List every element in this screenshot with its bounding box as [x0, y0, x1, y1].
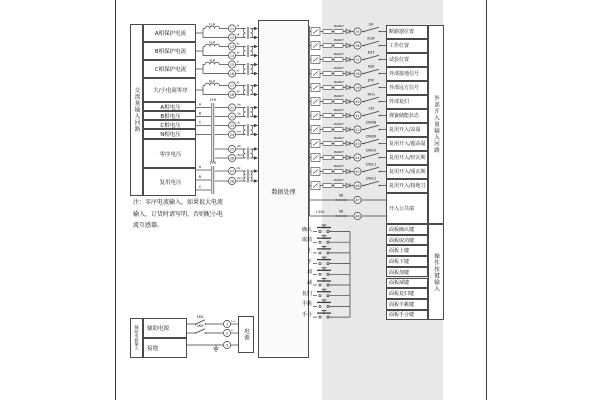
panel-key-label: 面板加键 — [386, 267, 428, 278]
pt-label: 1YH — [209, 97, 217, 102]
terminal-name: Uxn — [236, 176, 243, 181]
terminal-name: Ia' — [236, 32, 241, 37]
terminal-number: 37 — [355, 57, 360, 62]
diode — [346, 99, 350, 103]
button-contact — [319, 316, 321, 318]
arrow-icon — [254, 115, 258, 119]
terminal-number: 47 — [355, 198, 360, 203]
ac-row-label: A相保护电流 — [143, 24, 196, 42]
diode-label: 1N4007 — [333, 23, 344, 28]
terminal-number: 24 — [229, 132, 235, 137]
terminal-name: Ic' — [236, 68, 240, 73]
button-label: 减 — [306, 280, 312, 286]
terminal-name: Ua — [236, 102, 241, 107]
transformer-winding — [251, 171, 253, 181]
transformer-winding — [243, 86, 245, 95]
phase-label: B — [198, 175, 202, 180]
terminal-number: 12 — [229, 35, 235, 40]
terminal-number: 21 — [229, 105, 235, 110]
switch-label: DN11 — [366, 162, 377, 167]
terminal-number: 2 — [225, 331, 229, 336]
terminal-number: 26 — [229, 156, 235, 161]
switch-label: DN12 — [366, 176, 377, 181]
diode — [346, 43, 350, 47]
diode-label: 1N4007 — [333, 51, 344, 56]
phase-label: C — [198, 185, 202, 190]
terminal-number: 14 — [229, 53, 235, 58]
ac-row-label: A相电压 — [143, 102, 196, 111]
digital-input-label: 弹簧储能状态 — [386, 109, 428, 123]
switch-label: 1KK — [196, 315, 204, 320]
switch-label: KFG — [367, 92, 375, 97]
diode-label: 1N4007 — [333, 93, 344, 98]
ct-label: 3LH — [208, 58, 216, 63]
diode-label: 1N4007 — [333, 121, 344, 126]
resistor — [323, 184, 332, 188]
transformer-winding — [251, 29, 253, 38]
button-contact — [327, 273, 329, 275]
wire — [365, 41, 380, 45]
terminal-name: Ib — [236, 41, 240, 46]
button-label: 上 — [306, 247, 312, 254]
ct-coil — [205, 44, 219, 46]
resistor — [334, 30, 343, 34]
transformer-winding — [243, 47, 245, 56]
switch-contact — [379, 59, 381, 61]
resistor — [334, 170, 343, 174]
aux-power-vertical-label: 辅助电源输入 — [130, 318, 143, 358]
ground-row: 接地 — [143, 338, 187, 358]
switch-label: DN09 — [366, 134, 377, 139]
wire — [365, 69, 380, 73]
terminal-number: 46 — [355, 183, 360, 188]
button-contact — [319, 230, 321, 232]
strap-label: XB — [338, 209, 344, 214]
button-contact — [327, 263, 329, 265]
terminal-number: 36 — [355, 43, 360, 48]
arrow-icon — [254, 36, 258, 40]
wire — [365, 181, 380, 185]
transformer-winding — [251, 86, 253, 95]
switch-contact — [205, 332, 207, 334]
panel-key-label: 面板减键 — [386, 278, 428, 289]
terminal-number: 13 — [229, 44, 235, 49]
switch-label: KST — [367, 50, 375, 55]
switch-label: KQF — [367, 36, 375, 41]
digital-input-vertical-label: 外部开入量输入回路 — [428, 25, 444, 225]
digital-input-label: 外部远方信号 — [386, 81, 428, 95]
digital-input-label: 断路器位置 — [386, 25, 428, 39]
ct-label: 0LH — [208, 79, 216, 84]
button-label: 确认 — [301, 226, 312, 233]
terminal-name: L- — [231, 328, 235, 333]
switch-contact — [379, 143, 381, 145]
wire — [196, 320, 205, 324]
switch-label: CN — [368, 106, 374, 111]
button-contact — [319, 273, 321, 275]
switch-contact — [379, 73, 381, 75]
ct-coil — [205, 83, 219, 85]
ac-row-label: C相电压 — [143, 120, 196, 129]
terminal-number: 43 — [355, 141, 360, 146]
terminal-name: U0 — [236, 144, 241, 149]
arrow-icon — [254, 72, 258, 76]
panel-key-label: 面板确认键 — [386, 224, 428, 235]
panel-key-vertical-label: 操作按键输入 — [428, 224, 444, 320]
resistor — [334, 72, 343, 76]
power-supply-box: 电源 — [238, 316, 254, 353]
ac-row-label: 零序电压 — [143, 139, 196, 168]
diode — [346, 169, 350, 173]
panel-key-label: 面板手合键 — [386, 310, 428, 321]
digital-input-label: 外部接地信号 — [386, 67, 428, 81]
terminal-number: 41 — [355, 113, 360, 118]
terminal-name: U0n — [236, 153, 243, 158]
button-contact — [319, 241, 321, 243]
button-label: 加 — [306, 269, 312, 276]
note-text — [133, 197, 249, 232]
terminal-name: Un — [236, 129, 241, 134]
button-contact — [327, 295, 329, 297]
digital-input-label: 复用开入/超高温 — [386, 137, 428, 151]
ac-row-label: B相电压 — [143, 111, 196, 120]
terminal-number: 40 — [355, 99, 360, 104]
arrow-icon — [254, 156, 258, 160]
digital-input-label: 复用开入/高温 — [386, 123, 428, 137]
terminal-number: 16 — [229, 71, 235, 76]
resistor — [323, 30, 332, 34]
button-contact — [319, 295, 321, 297]
diode-label: 1N4007 — [333, 135, 344, 140]
resistor — [334, 156, 343, 160]
terminal-number: 3 — [225, 343, 229, 348]
terminal-name: Ia — [236, 23, 240, 28]
diode-label: 1N4007 — [333, 149, 344, 154]
button-contact — [319, 305, 321, 307]
ct-label: 1LH — [208, 22, 216, 27]
diode — [346, 85, 350, 89]
resistor — [323, 142, 332, 146]
transformer-winding — [251, 108, 253, 117]
terminal-name: L+ — [231, 319, 236, 324]
button-contact — [319, 284, 321, 286]
ac-row-label: C相保护电流 — [143, 60, 196, 78]
ac-row-label: 大/小电流零序 — [143, 78, 196, 102]
digital-input-label: 复用开入/接地刀 — [386, 179, 428, 193]
button-contact — [327, 284, 329, 286]
arrow-icon — [254, 63, 258, 67]
switch-contact — [379, 157, 381, 159]
arrow-icon — [254, 124, 258, 128]
panel-key-label: 面板下键 — [386, 256, 428, 267]
terminal-number: 28 — [229, 179, 235, 184]
terminal-number: 48 — [355, 214, 360, 219]
switch-contact — [205, 323, 207, 325]
switch-contact — [379, 185, 381, 187]
wire — [196, 329, 205, 333]
digital-input-common-label: 开入公共端 — [386, 193, 428, 225]
phase-label: B — [198, 111, 202, 116]
note-line: 流互感器。 — [133, 222, 164, 229]
arrow-icon — [254, 45, 258, 49]
strap-label: XB — [338, 193, 344, 198]
terminal-number: 35 — [355, 29, 360, 34]
terminal-number: 22 — [229, 114, 235, 119]
phase-label: A — [198, 102, 202, 107]
transformer-winding — [243, 108, 245, 117]
ct-label: 2LH — [208, 40, 216, 45]
ct-coil — [205, 26, 219, 28]
note-line: 注：零序电流输入，如果很大电流 — [133, 199, 224, 206]
resistor — [334, 58, 343, 62]
arrow-icon — [254, 169, 258, 173]
terminal-number: 25 — [229, 147, 235, 152]
terminal-number: 11 — [229, 26, 235, 31]
switch-contact — [379, 171, 381, 173]
terminal-number: 44 — [355, 155, 360, 160]
terminal-number: 39 — [355, 85, 360, 90]
aux-power-row: 辅助电源 — [143, 318, 187, 338]
resistor — [323, 100, 332, 104]
terminal-number: 38 — [355, 71, 360, 76]
terminal-number: 1 — [225, 322, 229, 327]
arrow-icon — [254, 133, 258, 137]
ac-row-label: N相电压 — [143, 129, 196, 139]
data-processing-label: 数据处理 — [271, 189, 296, 196]
panel-key-label: 面板手跳键 — [386, 299, 428, 310]
digital-input-label: 复用开入/轻瓦斯 — [386, 151, 428, 165]
phase-label: A — [198, 165, 202, 170]
wire — [365, 111, 380, 115]
switch-label: KJD — [367, 64, 375, 69]
transformer-winding — [251, 126, 253, 135]
terminal-name: I0' — [236, 89, 241, 94]
button-label: 取消 — [301, 237, 312, 244]
diode-label: 1N4007 — [333, 79, 344, 84]
phase-label: C — [198, 120, 202, 125]
resistor — [334, 114, 343, 118]
wire — [365, 55, 380, 59]
panel-key-label: 面板上键 — [386, 245, 428, 256]
button-contact — [319, 252, 321, 254]
digital-input-label: 工作位置 — [386, 39, 428, 53]
terminal-number: 18 — [229, 92, 235, 97]
resistor — [334, 142, 343, 146]
switch-contact — [379, 45, 381, 47]
arrow-icon — [254, 179, 258, 183]
switch-contact — [379, 129, 381, 131]
diode-label: 1N4007 — [333, 163, 344, 168]
diode — [346, 71, 350, 75]
terminal-name: I0 — [236, 80, 240, 85]
resistor — [323, 58, 332, 62]
transformer-winding — [243, 29, 245, 38]
button-label: 复归 — [301, 290, 312, 297]
terminal-number: 15 — [229, 62, 235, 67]
wire — [365, 153, 380, 157]
resistor — [323, 156, 332, 160]
resistor — [323, 128, 332, 132]
wire — [365, 125, 380, 129]
transformer-winding — [251, 149, 253, 158]
terminal-name: Ic — [236, 59, 240, 64]
arrow-icon — [254, 54, 258, 58]
terminal-number: 42 — [355, 127, 360, 132]
note-line: 输入，订货时请写明，否则配小电 — [133, 210, 224, 218]
transformer-winding — [243, 149, 245, 158]
resistor — [323, 86, 332, 90]
resistor — [323, 72, 332, 76]
terminal-name: Ux — [236, 166, 241, 171]
digital-input-label: 试验位置 — [386, 53, 428, 67]
button-contact — [327, 316, 329, 318]
switch-label: QF — [368, 22, 374, 27]
arrow-icon — [254, 106, 258, 110]
panel-key-label: 面板复归键 — [386, 288, 428, 299]
wire — [365, 27, 380, 31]
terminal-number: 45 — [355, 169, 360, 174]
arrow-icon — [254, 93, 258, 97]
diode-label: 1N4007 — [333, 177, 344, 182]
resistor — [334, 128, 343, 132]
diode-label: 1N4007 — [333, 65, 344, 70]
resistor — [334, 100, 343, 104]
button-label: 下 — [306, 258, 312, 265]
diode — [346, 113, 350, 117]
terminal-name: Ub — [236, 111, 241, 116]
resistor — [323, 44, 332, 48]
supply-label: +24V — [315, 210, 325, 215]
transformer-winding — [243, 65, 245, 74]
switch-contact — [379, 87, 381, 89]
button-contact — [319, 263, 321, 265]
resistor — [334, 44, 343, 48]
arrow-icon — [254, 84, 258, 88]
wire — [365, 97, 380, 101]
digital-input-label: 复用开入/重瓦斯 — [386, 165, 428, 179]
diode — [346, 155, 350, 159]
terminal-number: 23 — [229, 123, 235, 128]
transformer-winding — [251, 47, 253, 56]
transformer-winding — [243, 126, 245, 135]
wire — [365, 167, 380, 171]
resistor — [323, 114, 332, 118]
resistor — [323, 170, 332, 174]
terminal-name: Uc — [236, 120, 241, 125]
ac-row-label: 复用电压 — [143, 168, 196, 196]
terminal-number: 27 — [229, 169, 235, 174]
button-contact — [327, 241, 329, 243]
arrow-icon — [254, 27, 258, 31]
diode — [346, 141, 350, 145]
switch-label: 2KK — [196, 324, 204, 329]
switch-contact — [379, 31, 381, 33]
ac-input-vertical-label: 交流量输入回路 — [130, 24, 143, 196]
switch-label: KYF — [367, 78, 375, 83]
resistor — [334, 86, 343, 90]
switch-label: DN08 — [366, 120, 377, 125]
button-contact — [327, 230, 329, 232]
button-label: 手跳 — [301, 301, 312, 308]
diode — [346, 57, 350, 61]
switch-label: DN10 — [366, 148, 377, 153]
wire — [365, 139, 380, 143]
resistor — [334, 184, 343, 188]
terminal-number: 17 — [229, 83, 235, 88]
digital-input-label: 外部复归 — [386, 95, 428, 109]
diode-label: 1N4007 — [333, 37, 344, 42]
switch-contact — [379, 115, 381, 117]
transformer-winding — [251, 65, 253, 74]
ct-coil — [205, 62, 219, 64]
diode — [346, 183, 350, 187]
arrow-icon — [254, 147, 258, 151]
transformer-winding — [244, 171, 246, 181]
panel-key-label: 面板取消键 — [386, 235, 428, 246]
diode — [346, 29, 350, 33]
button-contact — [327, 252, 329, 254]
pt-label: 2YH — [209, 161, 217, 165]
button-label: 手合 — [301, 312, 312, 319]
diode-label: 1N4007 — [333, 107, 344, 112]
terminal-name: Ib' — [236, 50, 241, 55]
diode — [346, 127, 350, 131]
ac-row-label: B相保护电流 — [143, 42, 196, 60]
button-contact — [327, 305, 329, 307]
wire — [365, 83, 380, 87]
switch-contact — [379, 101, 381, 103]
